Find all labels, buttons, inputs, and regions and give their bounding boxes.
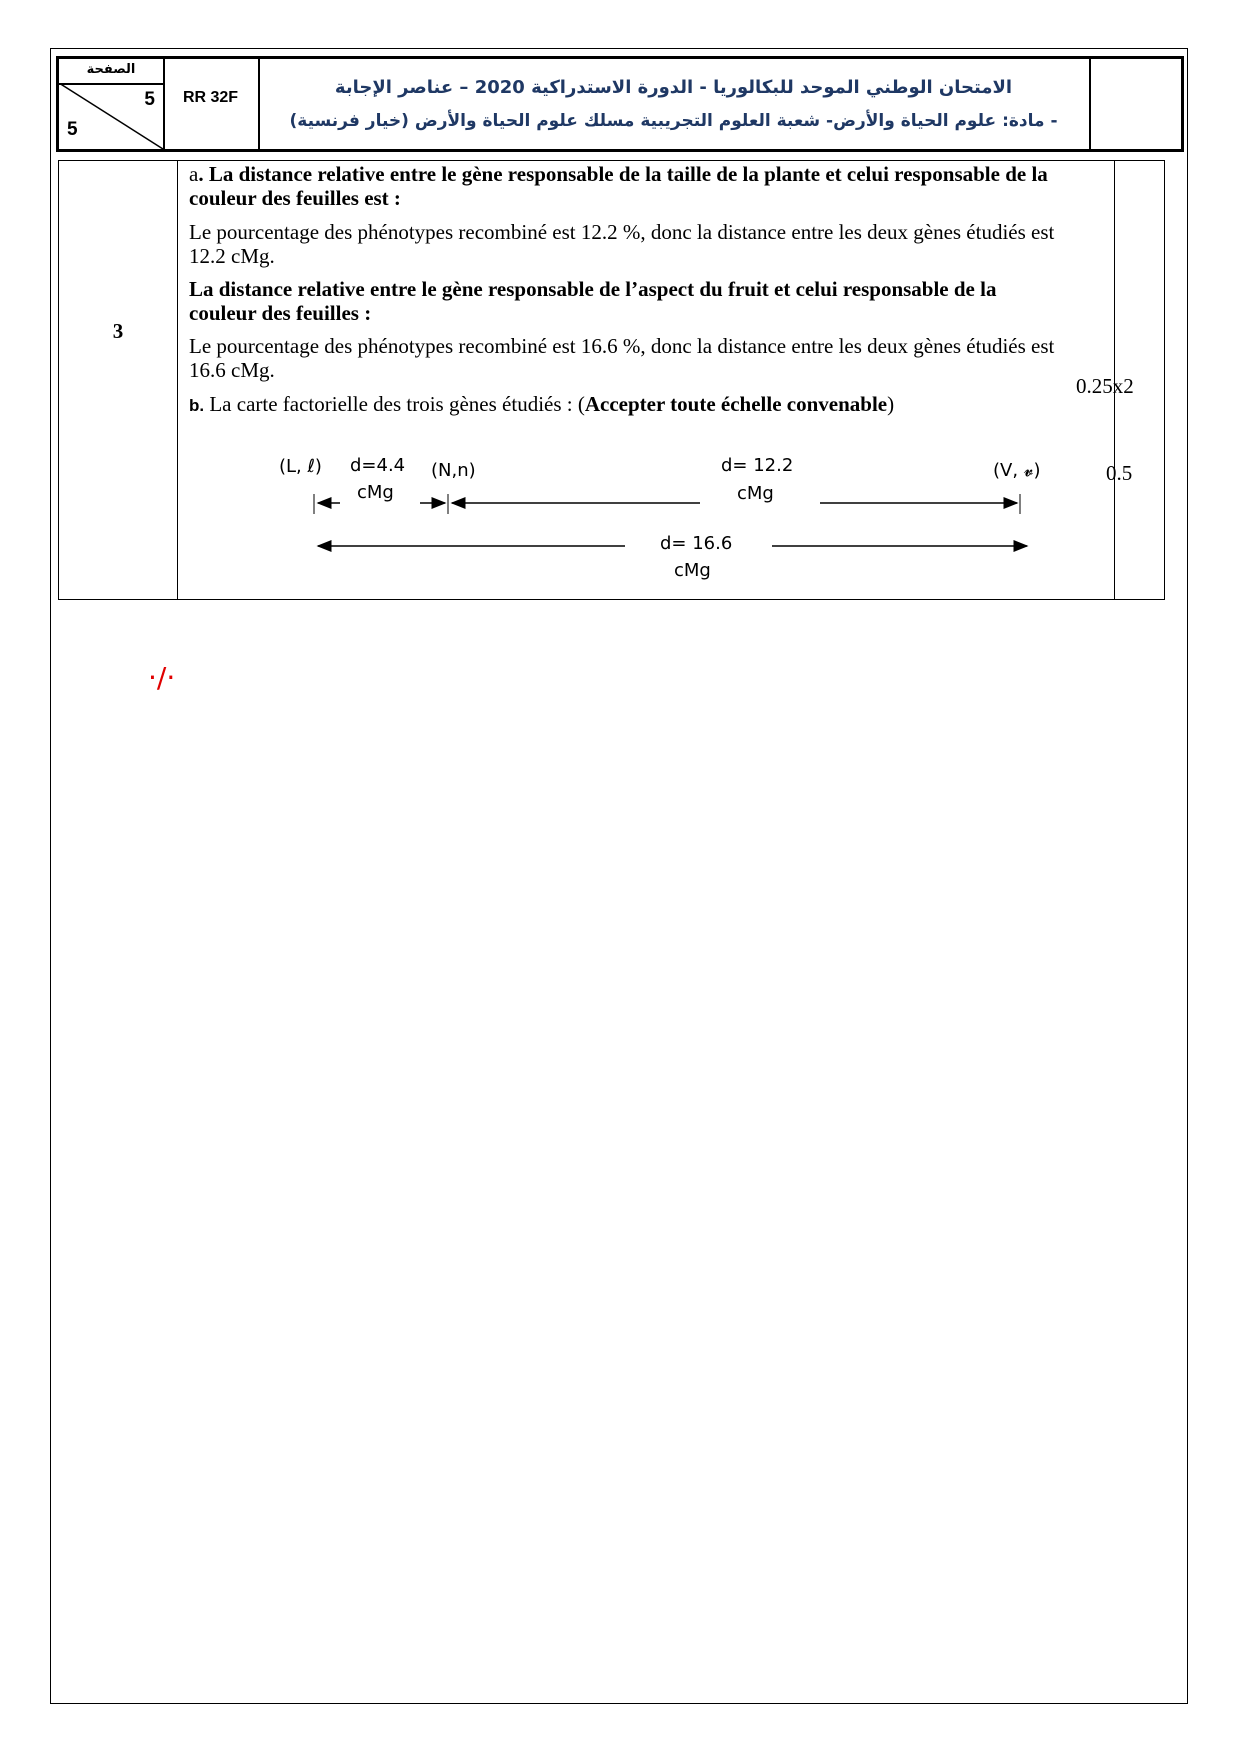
d2-unit: cMg (737, 483, 774, 504)
d1-unit: cMg (357, 482, 394, 503)
factorial-map (0, 0, 1240, 620)
exam-title-line2: - مادة: علوم الحياة والأرض- شعبة العلوم التجريبية مسلك علوم الحياة والأرض (خيار فرنسية) (289, 111, 1058, 131)
question-number: 3 (112, 319, 124, 343)
part-a-prefix: a (189, 162, 199, 186)
part-a-heading2: La distance relative entre le gène responsable de l’aspect du fruit et celui responsable de la couleur des feuilles : (189, 277, 997, 325)
part-a-text1: Le pourcentage des phénotypes recombiné est 12.2 %, donc la distance entre les deux gènes étudiés est 12.2 cMg. (189, 220, 1055, 268)
score-2: 0.5 (1106, 461, 1133, 485)
exam-code: RR 32F (182, 89, 239, 106)
end-mark: ·/· (148, 661, 176, 694)
d3-unit: cMg (674, 560, 711, 581)
part-a-heading-text: . La distance relative entre le gène responsable de la taille de la plante et celui responsable de la couleur des feuilles est : (189, 162, 1048, 210)
d3-value: d= 16.6 (660, 533, 733, 554)
d1-value: d=4.4 (350, 455, 406, 476)
exam-title-line1: الامتحان الوطني الموحد للبكالوريا - الدورة الاستدراكية 2020 – عناصر الإجابة (334, 77, 1013, 98)
page-label: الصفحة (59, 59, 163, 85)
d2-value: d= 12.2 (721, 455, 794, 476)
page-total: 5 (67, 119, 78, 140)
part-b-close: ) (887, 392, 895, 416)
part-a-text2: Le pourcentage des phénotypes recombiné est 16.6 %, donc la distance entre les deux gènes étudiés est 16.6 cMg. (189, 334, 1055, 382)
gene-L-label: (L, ℓ) (279, 456, 322, 477)
part-b-text: La carte factorielle des trois gènes étudiés : ( (204, 392, 585, 416)
score-1: 0.25x2 (1076, 374, 1134, 398)
part-b-prefix: b. (189, 396, 205, 415)
page-current: 5 (144, 89, 155, 110)
gene-N-label: (N,n) (431, 460, 476, 481)
part-b-bold: Accepter toute échelle convenable (584, 392, 888, 416)
gene-V-label: (V, 𝓿) (993, 460, 1041, 481)
